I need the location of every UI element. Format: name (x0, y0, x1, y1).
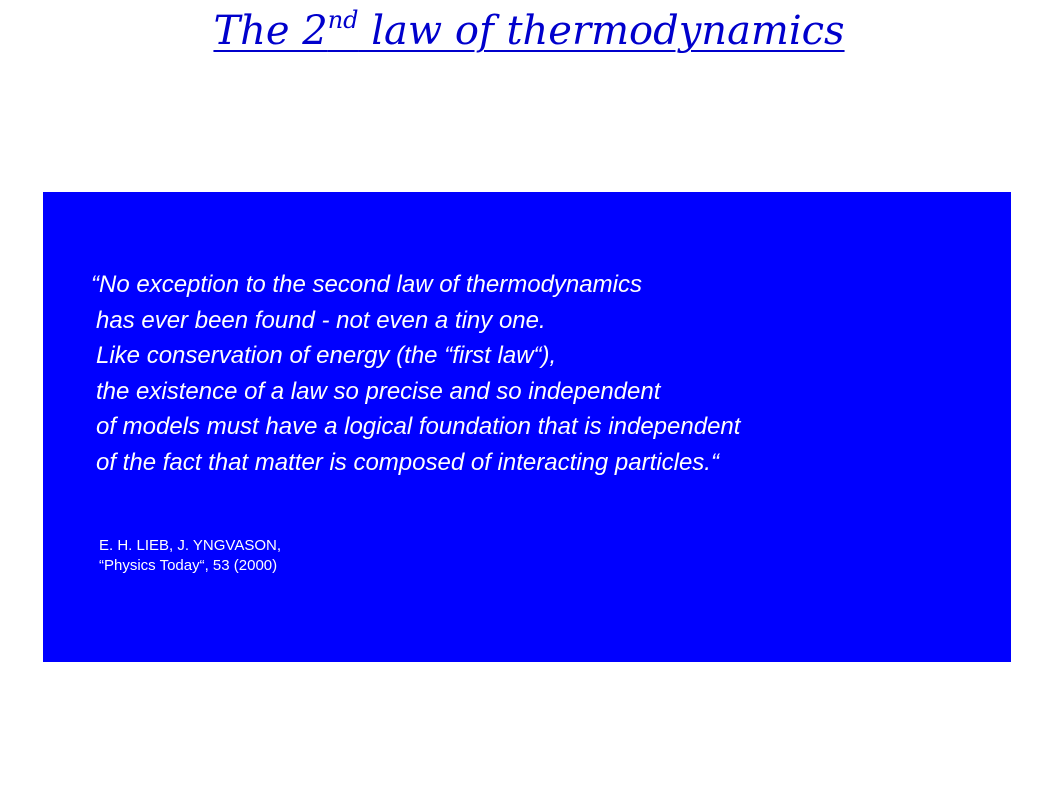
quote-line: of models must have a logical foundation that is independent (96, 413, 741, 440)
title-superscript: nd (327, 6, 359, 34)
quote-text (91, 267, 740, 480)
quote-line: of the fact that matter is composed of interacting particles.“ (96, 448, 719, 476)
slide-title (0, 2, 1058, 60)
quote-line: “No exception to the second law of thermodynamics (91, 271, 642, 298)
quote-line: has ever been found - not even a tiny one. (96, 306, 546, 334)
citation-source: “Physics Today“, 53 (2000) (99, 557, 278, 574)
citation (99, 536, 281, 576)
title-text-start: The 2 (213, 8, 328, 54)
quote-box (43, 192, 1011, 662)
quote-line: the existence of a law so precise and so independent (96, 377, 661, 405)
quote-line: Like conservation of energy (the “first law“), (96, 342, 557, 369)
title-text-end: law of thermodynamics (358, 8, 845, 54)
citation-authors: E. H. LIEB, J. YNGVASON, (99, 537, 281, 554)
